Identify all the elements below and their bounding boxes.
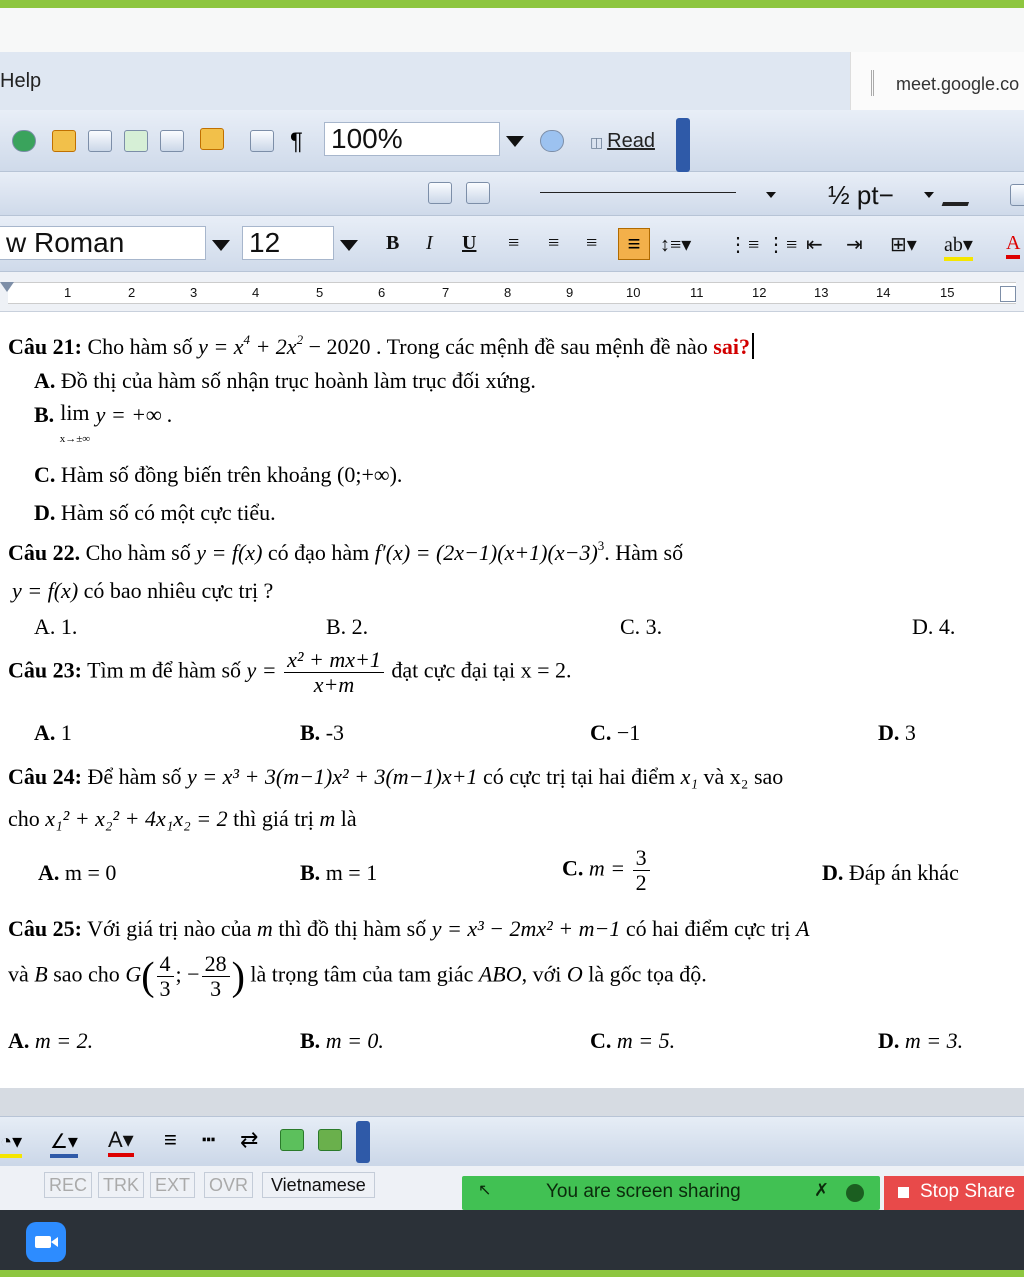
q22-option-d: D. 4. bbox=[912, 614, 956, 639]
rec-indicator[interactable]: REC bbox=[44, 1172, 92, 1198]
q21-stem: Câu 21: Cho hàm số $y = x^4 + 2x^2 - 2020$ . Trong các mệnh đề sau mệnh đề nào sai? bbox=[8, 332, 754, 360]
font-size-dropdown-icon[interactable] bbox=[340, 240, 358, 251]
table-icon[interactable] bbox=[88, 130, 112, 152]
ruler-tick: 4 bbox=[252, 285, 260, 300]
q23-fraction: $\frac{\text{x² + mx+1}}{x+m}$ bbox=[284, 648, 384, 697]
align-center-icon[interactable]: ≡ bbox=[548, 232, 560, 254]
borders-icon[interactable]: ⊞▾ bbox=[890, 234, 917, 256]
ruler-tick: 7 bbox=[442, 285, 450, 300]
q24-option-d: D. Đáp án khác bbox=[822, 860, 959, 885]
tables-toolbar bbox=[0, 172, 1024, 216]
dash-style-icon[interactable]: ┅ bbox=[202, 1127, 216, 1152]
ruler-tick: 15 bbox=[940, 285, 955, 300]
q24-line2: cho x₁² + x₂² + 4x₁x₂ = 2 thì giá trị m là bbox=[8, 806, 357, 831]
ruler-tick: 14 bbox=[876, 285, 891, 300]
taskbar bbox=[0, 1210, 1024, 1270]
drawing-icon[interactable] bbox=[200, 128, 224, 150]
font-name-dropdown-icon[interactable] bbox=[212, 240, 230, 251]
columns-icon[interactable] bbox=[160, 130, 184, 152]
font-name-box[interactable] bbox=[0, 226, 206, 260]
q21-option-d: D. Hàm số có một cực tiểu. bbox=[34, 500, 276, 525]
line-color-icon[interactable]: ∠▾ bbox=[50, 1129, 78, 1158]
meet-tab[interactable] bbox=[850, 52, 1024, 118]
border-color-icon[interactable] bbox=[942, 182, 977, 206]
line-style-preview[interactable] bbox=[540, 192, 736, 193]
highlight-icon[interactable]: ab▾ bbox=[944, 232, 973, 261]
fill-color-icon[interactable]: ◔▾ bbox=[0, 1129, 22, 1158]
numbering-icon[interactable]: ⋮≡ bbox=[728, 234, 760, 256]
line-style-dropdown-icon[interactable] bbox=[766, 192, 776, 198]
menu-help[interactable]: Help bbox=[0, 70, 42, 92]
q25-fraction-2: $\frac{28}{3}$ bbox=[202, 952, 230, 1001]
line-weight[interactable]: ½ pt− bbox=[828, 180, 894, 210]
stop-share-button[interactable] bbox=[884, 1176, 1024, 1210]
toolbar-options-icon[interactable] bbox=[676, 118, 690, 172]
ruler[interactable] bbox=[0, 272, 1024, 312]
ruler-tick: 10 bbox=[626, 285, 641, 300]
text-cursor bbox=[752, 333, 754, 359]
q25-option-a: A. m = 2. bbox=[8, 1028, 94, 1053]
ruler-strip bbox=[8, 282, 1016, 304]
zoom-app-icon[interactable] bbox=[26, 1222, 66, 1262]
show-hide-icon[interactable]: ¶ bbox=[290, 128, 303, 155]
3d-icon[interactable] bbox=[318, 1129, 342, 1151]
q22-option-c: C. 3. bbox=[620, 614, 663, 639]
q21-option-c: C. Hàm số đồng biến trên khoảng (0;+∞). bbox=[34, 462, 403, 487]
document-map-icon[interactable] bbox=[250, 130, 274, 152]
decrease-indent-icon[interactable]: ⇤ bbox=[806, 234, 823, 256]
ruler-tick: 6 bbox=[378, 285, 386, 300]
meet-url: meet.google.co bbox=[896, 74, 1020, 94]
q24-option-b: B. m = 1 bbox=[300, 860, 378, 885]
q25-option-d: D. m = 3. bbox=[878, 1028, 964, 1053]
share-arrow-icon: ↖ bbox=[478, 1182, 492, 1199]
document-page[interactable] bbox=[0, 312, 1024, 1088]
underline-button[interactable]: U bbox=[462, 232, 477, 254]
bottom-border bbox=[0, 1270, 1024, 1277]
q23-option-c: C. −1 bbox=[590, 720, 641, 745]
justify-icon[interactable]: ≡ bbox=[618, 228, 650, 260]
italic-button[interactable]: I bbox=[426, 232, 433, 254]
font-size-box[interactable] bbox=[242, 226, 334, 260]
read-button[interactable]: ◫ Read bbox=[590, 130, 655, 152]
q22-stem: Câu 22. Cho hàm số y = f(x) có đạo hàm $f'(x) = (2x-1)(x+1)(x-3)^3$. Hàm số bbox=[8, 538, 684, 565]
q25-stem: Câu 25: Với giá trị nào của m thì đồ thị hàm số y = x³ − 2mx² + m−1 có hai điểm cực trị A bbox=[8, 916, 810, 941]
ruler-tick: 3 bbox=[190, 285, 198, 300]
font-size-value: 12 bbox=[249, 227, 281, 258]
q23-option-d: D. 3 bbox=[878, 720, 916, 745]
q22-option-b: B. 2. bbox=[326, 614, 369, 639]
help-icon[interactable] bbox=[540, 130, 564, 152]
shadow-icon[interactable] bbox=[280, 1129, 304, 1151]
stop-icon bbox=[898, 1187, 909, 1198]
research-icon[interactable] bbox=[12, 130, 36, 152]
first-line-indent-marker[interactable] bbox=[0, 282, 14, 292]
page-gap bbox=[0, 1088, 1024, 1116]
window-top-strip bbox=[0, 8, 1024, 52]
font-name-value: w Roman bbox=[6, 227, 125, 258]
ruler-tick: 9 bbox=[566, 285, 574, 300]
formatting-toolbar bbox=[0, 216, 1024, 272]
drawing-font-color-icon[interactable]: A▾ bbox=[108, 1127, 134, 1157]
ruler-tick: 12 bbox=[752, 285, 767, 300]
q25-line2: và B sao cho G( $\frac{4}{3}$ ; − $\frac{28}{3}$ ) là trọng tâm của tam giác ABO, với O là gốc tọa độ. bbox=[8, 951, 707, 1002]
ovr-indicator[interactable]: OVR bbox=[204, 1172, 253, 1198]
stop-share-label: Stop Share bbox=[920, 1181, 1016, 1202]
q25-option-b: B. m = 0. bbox=[300, 1028, 384, 1053]
align-right-icon[interactable]: ≡ bbox=[586, 232, 598, 254]
increase-indent-icon[interactable]: ⇥ bbox=[846, 234, 863, 256]
drawing-toolbar bbox=[0, 1116, 1024, 1166]
q21-option-b: B. lim x→±∞ y = +∞ . bbox=[34, 400, 173, 445]
standard-toolbar bbox=[0, 110, 1024, 172]
drawing-options-icon[interactable] bbox=[356, 1121, 370, 1163]
line-spacing-icon[interactable]: ↕≡▾ bbox=[660, 234, 692, 256]
ruler-tick: 13 bbox=[814, 285, 829, 300]
ruler-tick: 11 bbox=[690, 285, 704, 300]
q23-option-b: B. -3 bbox=[300, 720, 345, 745]
ext-indicator[interactable]: EXT bbox=[150, 1172, 195, 1198]
q25-option-c: C. m = 5. bbox=[590, 1028, 676, 1053]
q23-stem: Câu 23: Tìm m để hàm số y = $\frac{\text{x² + mx+1}}{x+m}$ đạt cực đại tại x = 2. bbox=[8, 647, 572, 698]
draw-table-icon[interactable] bbox=[428, 182, 452, 204]
ruler-tick: 5 bbox=[316, 285, 324, 300]
q24-option-a: A. m = 0 bbox=[38, 860, 117, 885]
q22-line2: y = f(x) có bao nhiêu cực trị ? bbox=[12, 578, 274, 603]
ruler-tick: 1 bbox=[64, 285, 72, 300]
pin-icon[interactable]: ✗ bbox=[814, 1180, 830, 1200]
arrow-style-icon[interactable]: ⇄ bbox=[240, 1127, 259, 1152]
top-border bbox=[0, 0, 1024, 8]
q22-option-a: A. 1. bbox=[34, 614, 78, 639]
ruler-tick: 8 bbox=[504, 285, 512, 300]
line-style-icon[interactable]: ≡ bbox=[164, 1127, 177, 1152]
bullets-icon[interactable]: ⋮≡ bbox=[766, 234, 798, 256]
trk-indicator[interactable]: TRK bbox=[98, 1172, 144, 1198]
ruler-tick: 2 bbox=[128, 285, 136, 300]
zoom-dropdown-icon[interactable] bbox=[506, 136, 524, 147]
q23-option-a: A. 1 bbox=[34, 720, 72, 745]
align-left-icon[interactable]: ≡ bbox=[508, 232, 520, 254]
q24-fraction: $\frac{3}{2}$ bbox=[633, 846, 650, 895]
line-weight-dropdown-icon[interactable] bbox=[924, 192, 934, 198]
zoom-box[interactable] bbox=[324, 122, 500, 156]
screen-sharing-message: You are screen sharing bbox=[546, 1181, 741, 1202]
q21-option-a: A. Đồ thị của hàm số nhận trục hoành làm trục đối xứng. bbox=[34, 368, 536, 393]
security-icon[interactable] bbox=[846, 1184, 864, 1202]
pause-icon bbox=[871, 70, 874, 96]
bold-button[interactable]: B bbox=[386, 232, 400, 254]
clipboard-icon[interactable] bbox=[52, 130, 76, 152]
font-color-icon[interactable]: A bbox=[1006, 232, 1020, 259]
zoom-value: 100% bbox=[331, 123, 403, 154]
language-indicator: Vietnamese bbox=[262, 1172, 375, 1198]
right-indent-marker[interactable] bbox=[1000, 286, 1016, 302]
outside-border-icon[interactable] bbox=[1010, 184, 1024, 206]
screen-sharing-banner bbox=[462, 1176, 880, 1210]
q25-fraction-1: $\frac{4}{3}$ bbox=[157, 952, 174, 1001]
eraser-icon[interactable] bbox=[466, 182, 490, 204]
q24-stem: Câu 24: Để hàm số y = x³ + 3(m−1)x² + 3(m−1)x+1 có cực trị tại hai điểm x₁ và x₂ sao bbox=[8, 764, 784, 789]
q24-option-c: C. m = $\frac{3}{2}$ bbox=[562, 846, 652, 895]
excel-icon[interactable] bbox=[124, 130, 148, 152]
